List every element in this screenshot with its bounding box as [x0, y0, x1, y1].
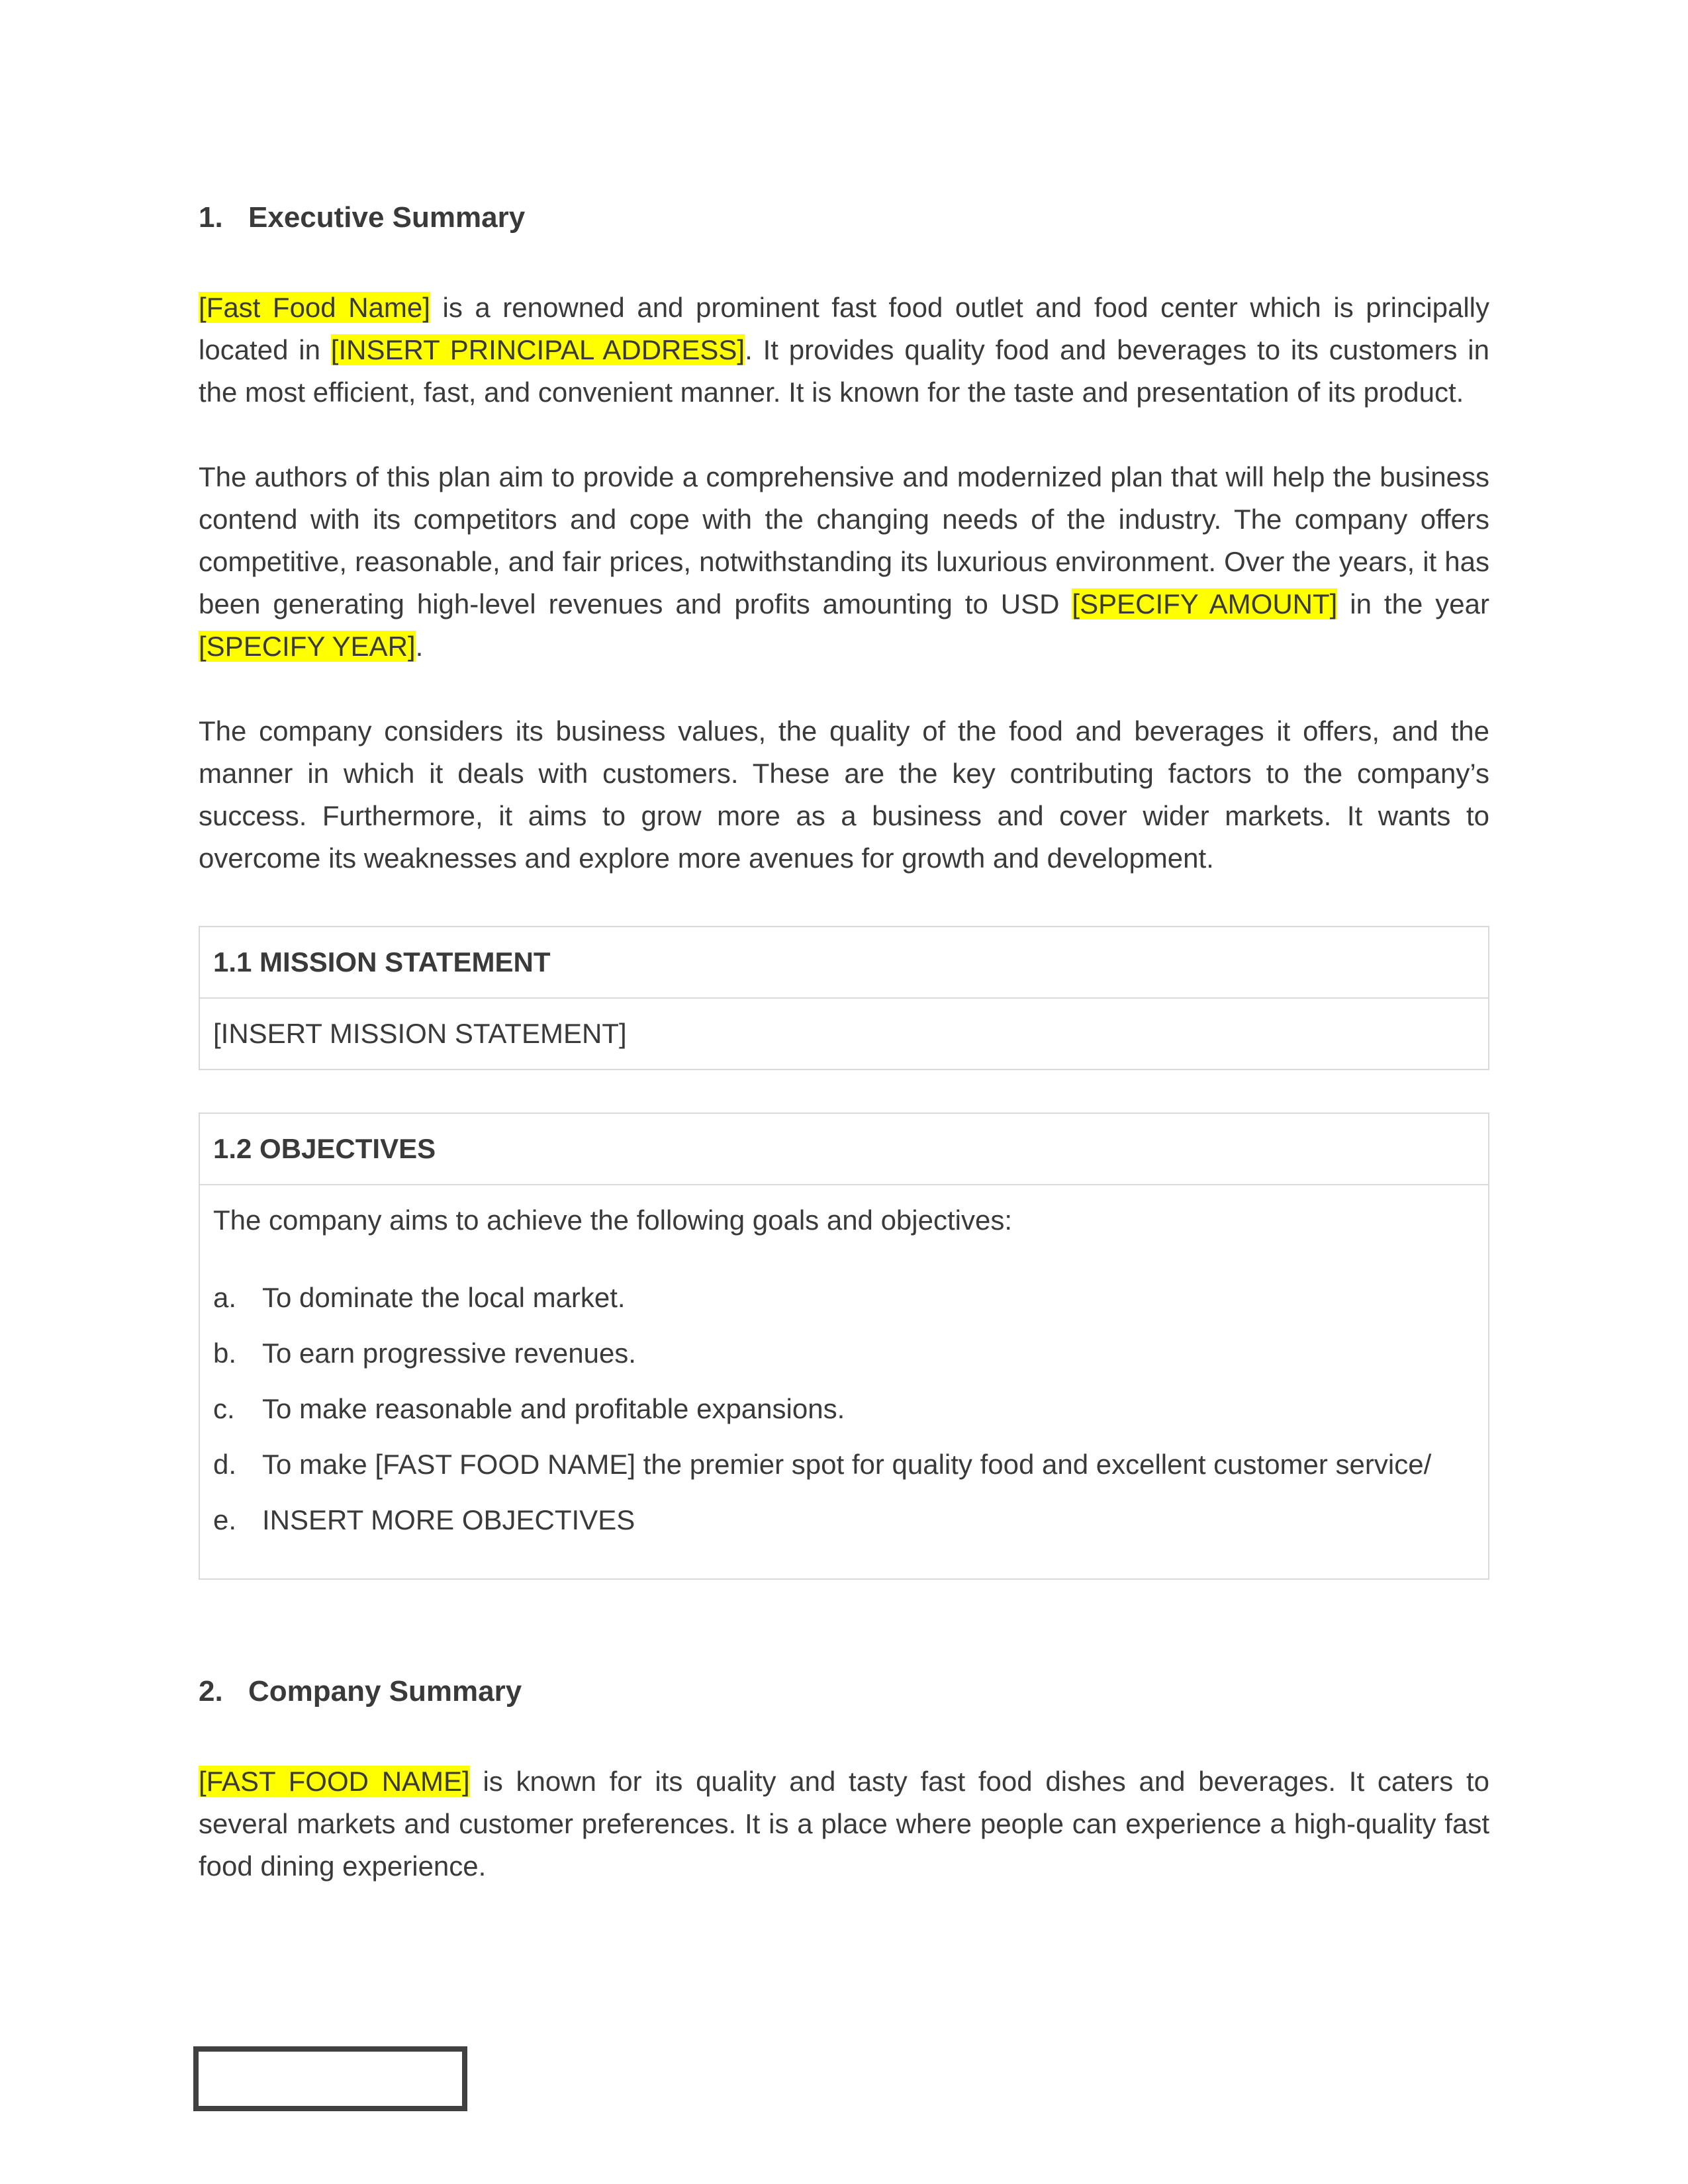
- list-item-text: To make reasonable and profitable expansions.: [262, 1393, 845, 1425]
- objectives-box: [199, 1113, 1489, 1580]
- list-item-text: To dominate the local market.: [262, 1282, 626, 1314]
- section-heading-company-summary: [199, 1672, 1489, 1710]
- box-body: [INSERT MISSION STATEMENT]: [213, 1018, 627, 1050]
- paragraph: [199, 1760, 1489, 1888]
- list-item-text: INSERT MORE OBJECTIVES: [262, 1504, 635, 1536]
- box-title: 1.2 OBJECTIVES: [200, 1114, 1488, 1185]
- section-number: 2.: [199, 1675, 223, 1708]
- list-marker: d.: [213, 1449, 237, 1480]
- highlighted-placeholder: [FAST FOOD NAME]: [199, 1766, 470, 1797]
- objectives-intro: The company aims to achieve the following goals and objectives:: [213, 1205, 1013, 1236]
- list-item: [213, 1437, 1475, 1492]
- list-item: [213, 1326, 1475, 1381]
- mission-statement-box: [199, 926, 1489, 1070]
- paragraph-text: in the year: [1337, 588, 1489, 620]
- objectives-list: [213, 1270, 1475, 1564]
- paragraph-text: . It provides quality food and beverages to its customers in the most efficient, fast, and convenient manner. It is known for the taste and presentation of its product.: [199, 334, 1489, 408]
- list-item: [213, 1492, 1475, 1548]
- list-marker: c.: [213, 1393, 235, 1425]
- highlighted-placeholder: [INSERT PRINCIPAL ADDRESS]: [330, 334, 745, 366]
- list-marker: b.: [213, 1338, 237, 1369]
- paragraph: The company considers its business values, the quality of the food and beverages it offers, and the manner in which it deals with customers. These are the key contributing factors to the company’s success. Furthermore, it aims to grow more as a business and cover wider markets. It wants to overcome its weaknesses and explore more avenues for growth and development.: [199, 715, 1489, 874]
- list-item-text: To earn progressive revenues.: [262, 1338, 636, 1369]
- paragraph-text: The authors of this plan aim to provide a comprehensive and modernized plan that will help the business contend with its competitors and cope with the changing needs of the industry. The company offers competitive, reasonable, and fair prices, notwithstanding its luxurious environment. Over the years, it has been generating high-level revenues and profits amounting to USD: [199, 461, 1489, 620]
- section-number: 1.: [199, 201, 223, 234]
- paragraph-text: .: [415, 631, 424, 662]
- document-page: [199, 199, 1489, 1888]
- list-item-text: To make [FAST FOOD NAME] the premier spot for quality food and excellent customer service/: [262, 1449, 1432, 1480]
- list-item: [213, 1381, 1475, 1437]
- paragraph: [199, 287, 1489, 414]
- paragraph: [199, 456, 1489, 668]
- paragraph-text: is known for its quality and tasty fast food dishes and beverages. It caters to several markets and customer preferences. It is a place where people can experience a high-quality fast food dining experience.: [199, 1766, 1489, 1882]
- section-title: Executive Summary: [248, 201, 526, 234]
- list-marker: a.: [213, 1282, 237, 1314]
- section-title: Company Summary: [248, 1675, 522, 1708]
- list-item: [213, 1270, 1475, 1326]
- paragraph-text: is a renowned and prominent fast food outlet and food center which is principally located in: [199, 292, 1489, 366]
- section-heading-executive-summary: [199, 199, 1489, 236]
- list-marker: e.: [213, 1504, 237, 1536]
- highlighted-placeholder: [Fast Food Name]: [199, 292, 430, 324]
- box-title: 1.1 MISSION STATEMENT: [200, 927, 1488, 999]
- highlighted-placeholder: [SPECIFY AMOUNT]: [1072, 588, 1338, 620]
- highlighted-placeholder: [SPECIFY YEAR]: [199, 631, 416, 662]
- footer-box: [193, 2046, 467, 2111]
- box-body: [200, 1185, 1488, 1578]
